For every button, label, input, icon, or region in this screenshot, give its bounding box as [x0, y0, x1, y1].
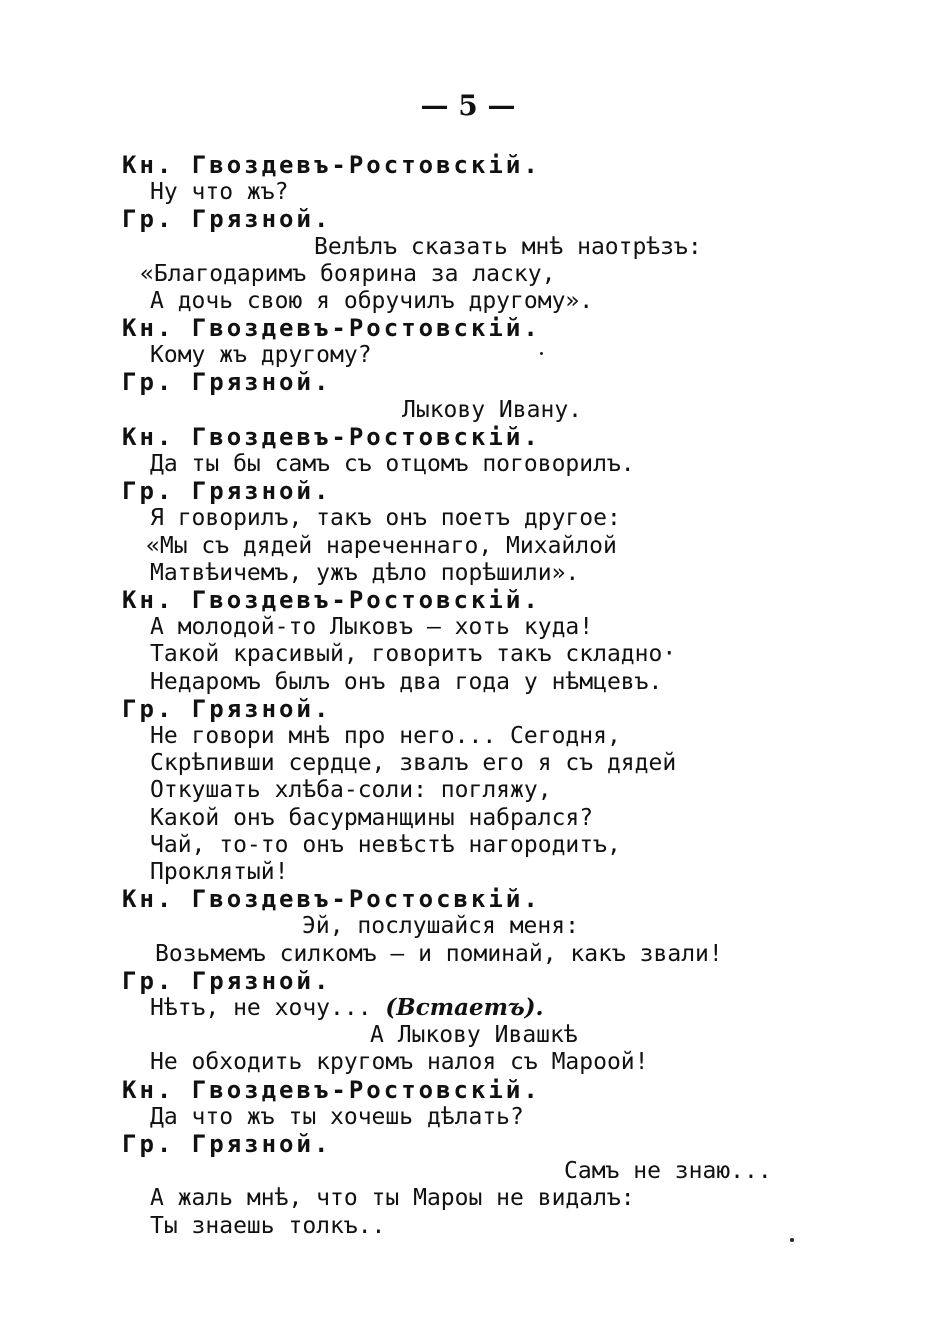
verse-line: Такой красивый, говоритъ такъ складно· [150, 641, 677, 667]
verse-line: Я говорилъ, такъ онъ поетъ другое: [150, 505, 621, 531]
speaker-line: Кн. Гвоздевъ-Ростовскій. [122, 314, 541, 342]
print-speck [790, 1238, 794, 1242]
verse-line: Самъ не знаю... [564, 1158, 772, 1184]
speaker-line: Гр. Грязной. [122, 1130, 332, 1158]
verse-line: Кому жъ другому? [150, 342, 372, 368]
verse-line: Эй, послушайся меня: [302, 913, 579, 939]
speaker-line: Кн. Гвоздевъ-Ростовскій. [122, 586, 541, 614]
verse-line: Ты знаешь толкъ.. [150, 1213, 386, 1239]
print-speck [540, 352, 543, 355]
verse-line: Да ты бы самъ съ отцомъ поговорилъ. [150, 451, 635, 477]
verse-line: Да что жъ ты хочешь дѣлать? [150, 1104, 524, 1130]
verse-line: А молодой-то Лыковъ — хоть куда! [150, 614, 594, 640]
verse-line: А жаль мнѣ, что ты Мароы не видалъ: [150, 1185, 635, 1211]
verse-line: Проклятый! [150, 859, 289, 885]
speaker-line: Гр. Грязной. [122, 477, 332, 505]
speaker-line: Гр. Грязной. [122, 695, 332, 723]
verse-line: А Лыкову Ивашкѣ [370, 1022, 578, 1048]
verse-line [150, 993, 544, 1023]
verse-line: «Мы съ дядей нареченнаго, Михайлой [146, 533, 617, 559]
verse-line: Велѣлъ сказать мнѣ наотрѣзъ: [314, 234, 702, 260]
verse-line: Не говори мнѣ про него... Сегодня, [150, 723, 621, 749]
verse-line: Недаромъ былъ онъ два года у нѣмцевъ. [150, 669, 663, 695]
verse-line: Какой онъ басурманщины набрался? [150, 805, 594, 831]
verse-line: «Благодаримъ боярина за ласку, [140, 261, 556, 287]
verse-text: Нѣтъ, не хочу... [150, 995, 372, 1021]
page-number: — 5 — [420, 89, 516, 122]
verse-line: Возьмемъ силкомъ — и поминай, какъ звали! [155, 941, 723, 967]
verse-line: Матвѣичемъ, ужъ дѣло порѣшили». [150, 560, 580, 586]
verse-line: Откушать хлѣба-соли: погляжу, [150, 777, 552, 803]
speaker-line: Гр. Грязной. [122, 205, 332, 233]
verse-line: Ну что жъ? [150, 179, 289, 205]
verse-line: Скрѣпивши сердце, звалъ его я съ дядей [150, 750, 677, 776]
speaker-line: Кн. Гвоздевъ-Ростовскій. [122, 423, 541, 451]
verse-line: А дочь свою я обручилъ другому». [150, 288, 594, 314]
verse-line: Чай, то-то онъ невѣстѣ нагородитъ, [150, 832, 621, 858]
speaker-line: Гр. Грязной. [122, 368, 332, 396]
speaker-line: Гр. Грязной. [122, 967, 332, 995]
verse-line: Не обходить кругомъ налоя съ Мароой! [150, 1049, 649, 1075]
speaker-line: Кн. Гвоздевъ-Ростовскій. [122, 151, 541, 179]
verse-line: Лыкову Ивану. [402, 397, 583, 423]
speaker-line: Кн. Гвоздевъ-Ростовскій. [122, 1076, 541, 1104]
speaker-line: Кн. Гвоздевъ-Ростосвкій. [122, 885, 541, 913]
stage-direction: (Встаетъ). [385, 994, 544, 1021]
